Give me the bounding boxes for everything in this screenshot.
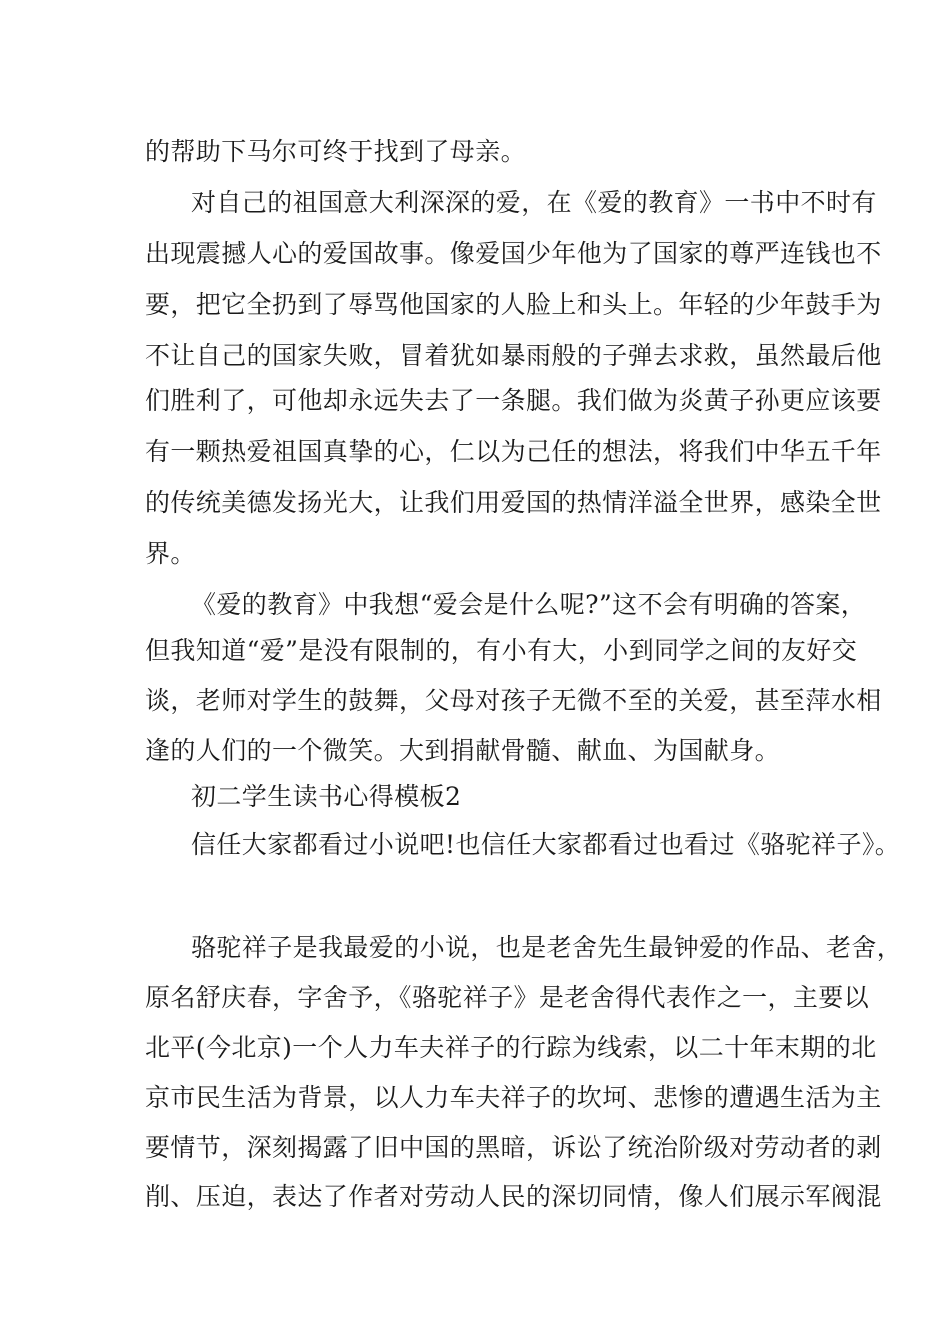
text-line: 原名舒庆春，字舍予，《骆驼祥子》是老舍得代表作之一，主要以 xyxy=(145,983,870,1012)
text-line: 的帮助下马尔可终于找到了母亲。 xyxy=(145,137,527,166)
text-line: 对自己的祖国意大利深深的爱，在《爱的教育》一书中不时有 xyxy=(191,188,877,217)
text-line: 骆驼祥子是我最爱的小说，也是老舍先生最钟爱的作品、老舍， xyxy=(191,933,903,962)
text-line: 要情节，深刻揭露了旧中国的黑暗，诉讼了统治阶级对劳动者的剥 xyxy=(145,1133,882,1162)
text-line: 的传统美德发扬光大，让我们用爱国的热情洋溢全世界，感染全世 xyxy=(145,488,882,517)
text-line: 出现震撼人心的爱国故事。像爱国少年他为了国家的尊严连钱也不 xyxy=(145,239,882,268)
text-line: 谈，老师对学生的鼓舞，父母对孩子无微不至的关爱，甚至萍水相 xyxy=(145,686,882,715)
text-line: 界。 xyxy=(145,539,196,568)
text-line: 要，把它全扔到了辱骂他国家的人脸上和头上。年轻的少年鼓手为 xyxy=(145,290,882,319)
text-line: 削、压迫，表达了作者对劳动人民的深切同情，像人们展示军阀混 xyxy=(145,1182,882,1211)
text-line: 逢的人们的一个微笑。大到捐献骨髓、献血、为国献身。 xyxy=(145,736,781,765)
text-line: 京市民生活为背景，以人力车夫祥子的坎坷、悲惨的遭遇生活为主 xyxy=(145,1083,882,1112)
text-line: 不让自己的国家失败，冒着犹如暴雨般的子弹去求救，虽然最后他 xyxy=(145,341,882,370)
text-line: 但我知道“爱”是没有限制的，有小有大，小到同学之间的友好交 xyxy=(145,636,858,665)
text-line: 《爱的教育》中我想“爱会是什么呢?”这不会有明确的答案， xyxy=(191,590,867,619)
text-line: 们胜利了，可他却永远失去了一条腿。我们做为炎黄子孙更应该要 xyxy=(145,386,882,415)
section-heading: 初二学生读书心得模板2 xyxy=(191,782,462,811)
text-line: 有一颗热爱祖国真挚的心，仁以为己任的想法，将我们中华五千年 xyxy=(145,437,882,466)
text-line: 北平(今北京)一个人力车夫祥子的行踪为线索，以二十年末期的北 xyxy=(145,1033,877,1062)
text-line: 信任大家都看过小说吧!也信任大家都看过也看过《骆驼祥子》。 xyxy=(191,830,901,859)
